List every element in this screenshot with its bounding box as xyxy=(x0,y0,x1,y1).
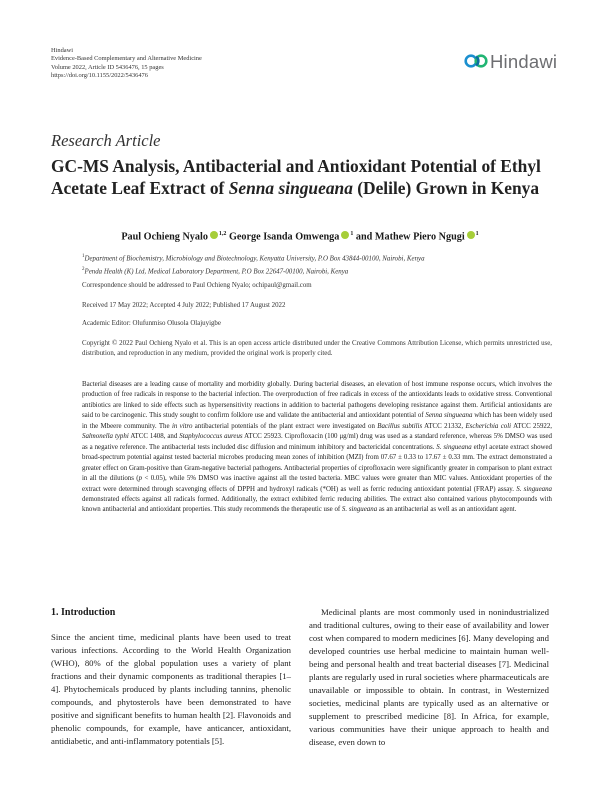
abstract-text: ATCC 21332, xyxy=(422,422,466,430)
article-type: Research Article xyxy=(51,131,161,150)
abstract-italic: Salmonella typhi xyxy=(82,433,129,441)
abstract-italic: Staphylococcus aureus xyxy=(179,433,243,441)
abstract-text: ATCC 1408, and xyxy=(128,433,180,441)
article-dates: Received 17 May 2022; Accepted 4 July 2022; Published 17 August 2022 xyxy=(82,302,286,309)
academic-editor: Academic Editor: Olufunmiso Olusola Olajuyigbe xyxy=(82,320,221,327)
section-heading: 1. Introduction xyxy=(51,607,116,618)
hindawi-logo-icon xyxy=(464,49,488,73)
journal-volume: Volume 2022, Article ID 5436476, 15 pages xyxy=(51,63,164,71)
logo-text: Hindawi xyxy=(490,51,558,72)
author-affil-sup: 1,2 xyxy=(218,231,227,237)
intro-column-2: Medicinal plants are most commonly used in nonindustrialized and traditional cultures, owing to their ease of availability and lower cost when compared to modern medicines [6]. Many developing and developed countries use herbal medicine to maintain human well-being and personal health and treat bacterial diseases [7]. Medicinal plants are regularly used in rural societies where pharmaceuticals are unavailable or impossible to obtain. In contrast, in Westernized societies, medicinal plants are typically used as an alternative or supplement to prescribed medicine [8]. In Africa, for example, various communities have their unique approach to health and disease, even down to xyxy=(309,607,549,747)
correspondence: Correspondence should be addressed to Paul Ochieng Nyalo; ochipaul@gmail.com xyxy=(82,282,312,289)
title-line-2 xyxy=(51,177,561,199)
affil-text: Penda Health (K) Ltd, Medical Laboratory Department, P.O Box 22647-00100, Nairobi, Kenya xyxy=(84,268,349,276)
abstract-text: < 0.05), while 5% DMSO was inactive against all the tested bacteria. MBC values were greater than MIC values. Antioxidant properties of the extract were determined through scavenging effects of DPPH and hydroxyl radicals (*OH) as well as ferric reducing antioxidant potential (FRAP) assay. xyxy=(82,475,552,493)
journal-doi[interactable]: https://doi.org/10.1155/2022/5436476 xyxy=(51,72,148,80)
orcid-icon[interactable] xyxy=(341,231,349,239)
title-text: (Delile) Grown in Kenya xyxy=(352,178,540,198)
author-name[interactable]: Mathew Piero Ngugi xyxy=(374,231,465,243)
abstract-text: which has been widely used in the Mbeere community. The xyxy=(82,412,553,430)
affiliation-2 xyxy=(82,264,552,277)
affil-sup: 1 xyxy=(82,254,85,259)
abstract-italic: in vitro xyxy=(171,422,193,430)
abstract-text: antibacterial potentials of the plant extract were investigated on xyxy=(192,422,378,430)
abstract-italic: Bacillus subtilis xyxy=(377,422,423,430)
journal-name: Evidence-Based Complementary and Alternative Medicine xyxy=(51,55,202,63)
abstract-italic: S. singueana xyxy=(436,443,472,451)
intro-column-1: Since the ancient time, medicinal plants have been used to treat various infections. According to the World Health Organization (WHO), 80% of the global population uses a variety of plant fractions and their dynamic components as traditional therapies [1–4]. Phytochemicals produced by plants including tannins, phenolic compounds, and phytosterols have been demonstrated to have positive and significant benefits to human health [2]. Flavonoids and phenolic compounds, for example, have anticancer, antioxidant, antidiabetic, and anti-inflammatory potentials [5]. xyxy=(51,632,291,746)
abstract-text: ATCC 25923. Ciprofloxacin (100 μg/ml) drug was used as a standard reference, whereas 5% DMSO was used as a negative reference. The antibacterial tests included disc diffusion and minimum inhibitory and bactericidal concentrations. xyxy=(82,433,553,451)
orcid-icon[interactable] xyxy=(210,231,218,239)
abstract-text: as an antibacterial as well as an antioxidant agent. xyxy=(377,506,517,514)
title-species: Senna singueana xyxy=(228,178,353,198)
abstract-italic: S. singueana xyxy=(516,485,552,493)
author-name[interactable]: Paul Ochieng Nyalo xyxy=(121,231,208,243)
affiliation-1 xyxy=(82,251,552,264)
abstract-italic: Senna singueana xyxy=(425,412,473,420)
journal-info xyxy=(51,47,202,81)
abstract-text: ATCC 25922, xyxy=(511,422,553,430)
publisher-name: Hindawi xyxy=(51,47,74,54)
abstract-italic: p xyxy=(138,475,143,483)
author-affil-sup: 1 xyxy=(350,231,354,237)
affil-text: Department of Biochemistry, Microbiology and Biotechnology, Kenyatta University, P.O Box 43844-00100, Nairobi, Kenya xyxy=(84,255,425,263)
author-affil-sup: 1 xyxy=(475,231,479,237)
author-name[interactable]: George Isanda Omwenga xyxy=(228,231,340,243)
copyright-notice: Copyright © 2022 Paul Ochieng Nyalo et al. This is an open access article distributed under the Creative Commons Attribution License, which permits unrestricted use, distribution, and reproduction in any medium, provided the original work is properly cited. xyxy=(82,340,552,357)
abstract-italic: Escherichia coli xyxy=(465,422,512,430)
abstract-text: demonstrated effects against all radicals formed. Additionally, the extract exhibited ferric reducing abilities. The extract also contained various phytocompounds with known antibacterial and antioxidant properties. This study recommends the therapeutic use of xyxy=(82,495,552,514)
title-text: Acetate Leaf Extract of xyxy=(51,178,229,198)
abstract-text: ethyl acetate extract showed broad-spectrum potential against tested bacterial microbes producing mean zones of inhibition (MZI) from 07.67 ± 0.33 to 17.67 ± 0.33 mm. The extract demonstrated a greater effect on Gram-positive than Gram-negative bacterial pathogens. Antibacterial properties of ciprofloxacin were significantly greater in comparison to plant extract in all the dilutions ( xyxy=(82,443,553,483)
affil-sup: 2 xyxy=(82,267,85,273)
abstract-italic: S. singueana xyxy=(341,506,378,514)
orcid-icon[interactable] xyxy=(467,231,475,239)
hindawi-logo[interactable] xyxy=(464,46,558,80)
title-line-1: GC-MS Analysis, Antibacterial and Antioxidant Potential of Ethyl xyxy=(51,156,541,176)
abstract-text: Bacterial diseases are a leading cause of mortality and morbidity globally. During bacterial diseases, an elevation of host immune response occurs, which involves the production of free radicals in response to the bacterial infection. The overproduction of free radicals in excess of the antioxidants leads to oxidative stress. Conventional antibiotics are linked to side effects such as hypersensitivity reactions in addition to bacterial pathogens developing resistance against them. Artificial antioxidants are said to be carcinogenic. This study sought to confirm folklore use and validate the antibacterial and antioxidant potential of xyxy=(82,381,552,420)
abstract xyxy=(82,380,552,516)
author-and: and xyxy=(355,231,373,243)
author-list xyxy=(0,231,600,242)
affiliations xyxy=(82,251,552,278)
article-title xyxy=(51,155,561,199)
